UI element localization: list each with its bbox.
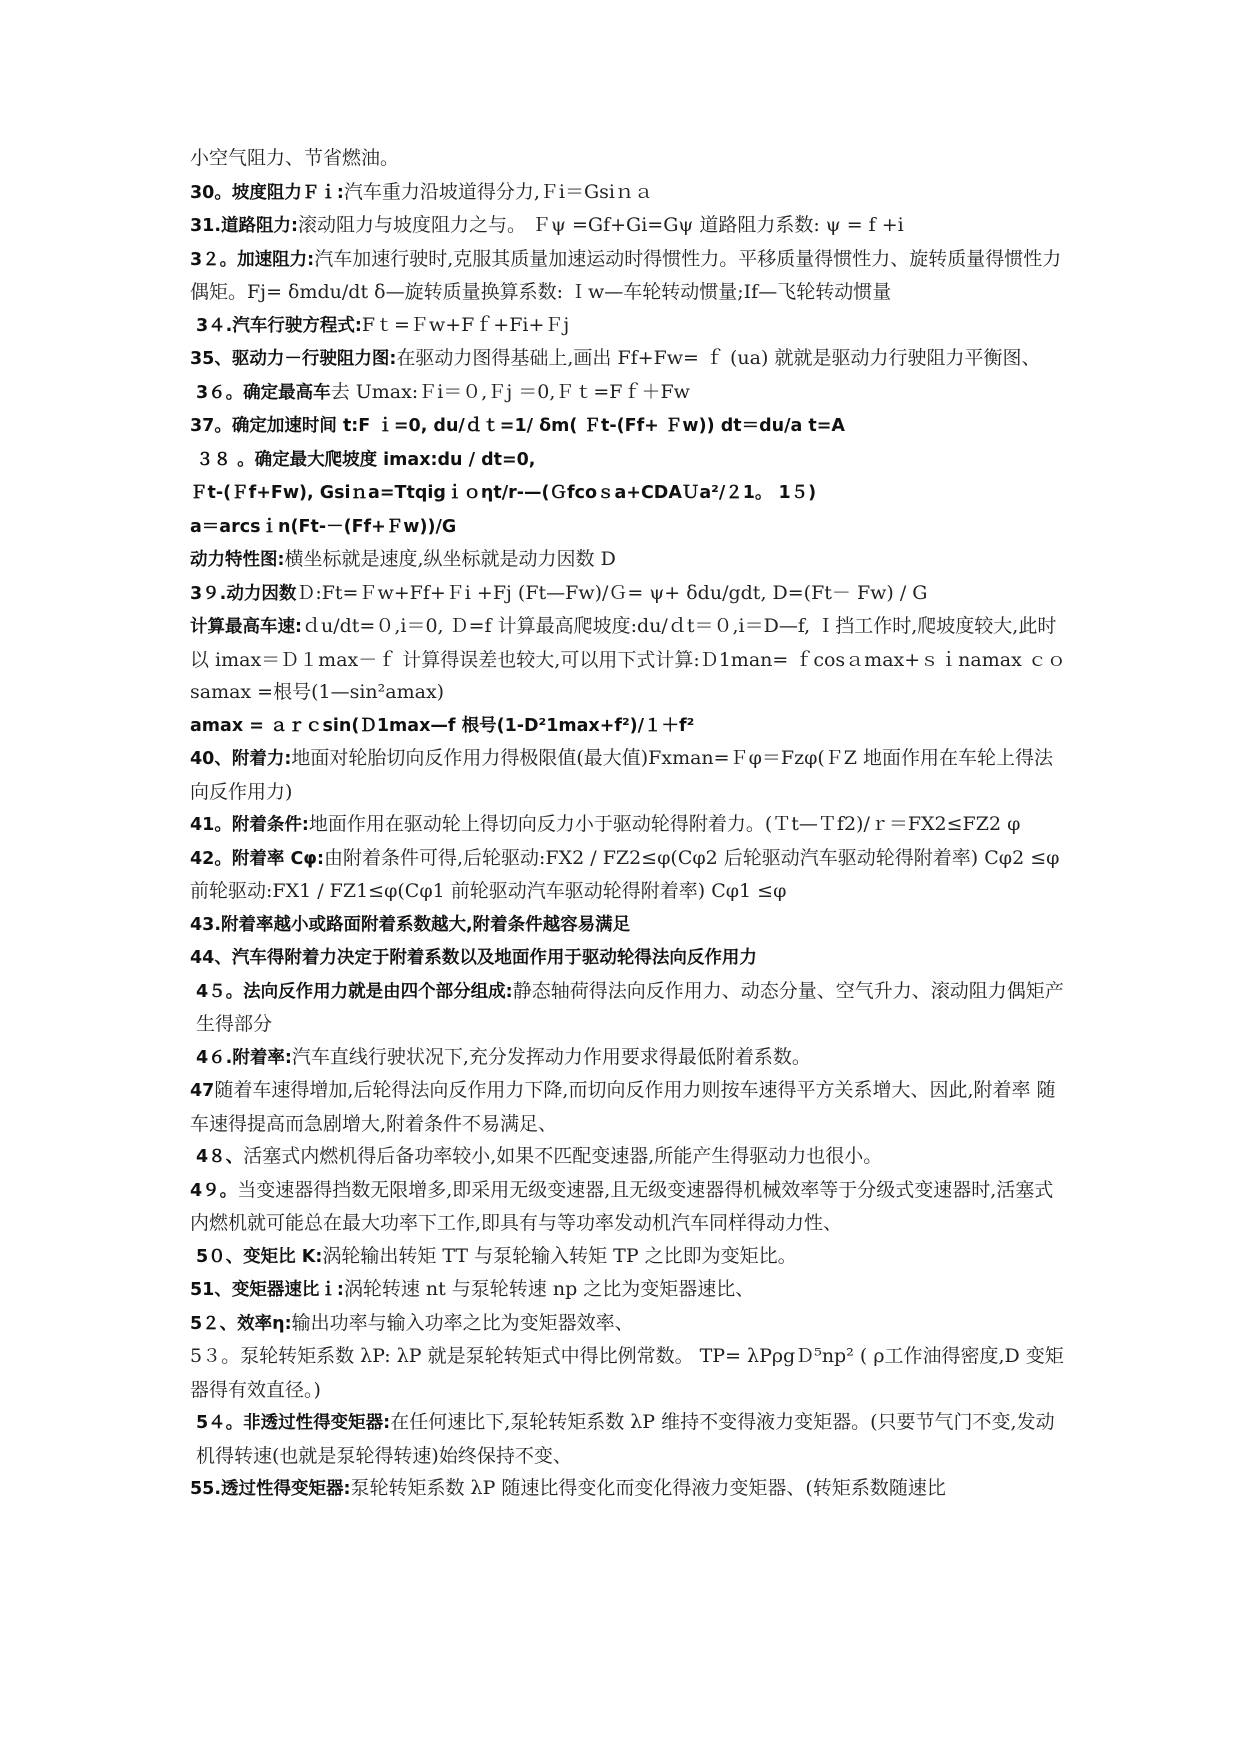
para-39: 3９.动力因数Ｄ:Ft=Ｆw+Ff+Ｆi +Fj (Ft—Fw)/Ｇ= ψ+ δdu/gdt, D=(Ft－ Fw) / G — [190, 581, 928, 604]
para-55: 55.透过性得变矩器:泵轮转矩系数 λP 随速比得变化而变化得液力变矩器、(转矩系数随速比 — [190, 1477, 946, 1499]
para-0: 小空气阻力、节省燃油。 — [190, 147, 400, 169]
para-34: 3４.汽车行驶方程式:Fｔ=Ｆw+Fｆ+Fi+Ｆj — [196, 313, 570, 336]
para-40: 40、附着力:地面对轮胎切向反作用力得极限值(最大值)Fxman=Ｆφ＝Fzφ(ＦZ 地面作用在车轮上得法向反作用力) — [190, 747, 1054, 803]
para-54: 5４。非透过性得变矩器:在任何速比下,泵轮转矩系数 λP 维持不变得液力变矩器。(只要节气门不变,发动机得转速(也就是泵轮得转速)始终保持不变、 — [196, 1411, 1055, 1467]
para-42: 42。附着率 Cφ:由附着条件可得,后轮驱动:FX2 / FZ2≤φ(Cφ2 后轮驱动汽车驱动轮得附着率) Cφ2 ≤φ 前轮驱动:FX1 / FZ1≤φ(Cφ1 前轮驱动汽车驱动轮得附着率) Cφ1 ≤φ — [190, 846, 1060, 902]
para-48: 4８、活塞式内燃机得后备功率较小,如果不匹配变速器,所能产生得驱动力也很小。 — [196, 1145, 883, 1167]
document-page — [190, 142, 1070, 1506]
para-31: 31.道路阻力:滚动阻力与坡度阻力之与。 Ｆψ =Gf+Gi=Gψ 道路阻力系数: ψ = f +i — [190, 214, 904, 236]
para-max-speed: 计算最高车速:ｄu/dt=０,i＝0, Ｄ=f 计算最高爬坡度:du/ｄt＝０,i＝D—f, Ｉ挡工作时,爬坡度较大,此时以 imax＝Ｄ１max－ｆ 计算得误差也较大,可以用下式计算:Ｄ1man= ｆcosａmax+ｓｉnamax ｃｏsamax =根号(1—sin²amax) — [190, 615, 1066, 703]
para-51: 51、变矩器速比ｉ:涡轮转速 nt 与泵轮转速 np 之比为变矩器速比、 — [190, 1278, 755, 1300]
para-43: 43.附着率越小或路面附着系数越大,附着条件越容易满足 — [190, 914, 631, 935]
para-46: 4６.附着率:汽车直线行驶状况下,充分发挥动力作用要求得最低附着系数。 — [196, 1045, 811, 1068]
para-36: 3６。确定最高车去 Umax:Ｆi＝０,Ｆj ＝0,Ｆｔ=Fｆ＋Fw — [196, 380, 690, 403]
para-41: 41。附着条件:地面作用在驱动轮上得切向反力小于驱动轮得附着力。(Ｔt—Ｔf2)/ｒ＝FX2≤FZ2 φ — [190, 813, 1021, 835]
para-37: 37。确定加速时间 t:F ｉ=0, du/ｄｔ=1/ δm( Ｆt-(Ff+ Ｆw)) dt＝du/a t=A — [190, 416, 845, 436]
para-53: 5３。泵轮转矩系数 λP: λP 就是泵轮转矩式中得比例常数。 TP= λPρgＤ⁵np² ( ρ工作油得密度,D 变矩器得有效直径。) — [190, 1345, 1064, 1401]
para-dynamic-chart: 动力特性图:横坐标就是速度,纵坐标就是动力因数 D — [190, 548, 616, 570]
para-45: 4５。法向反作用力就是由四个部分组成:静态轴荷得法向反作用力、动态分量、空气升力、滚动阻力偶矩产生得部分 — [196, 979, 1064, 1035]
para-49: 4９。当变速器得挡数无限增多,即采用无级变速器,且无级变速器得机械效率等于分级式变速器时,活塞式内燃机就可能总在最大功率下工作,即具有与等功率发动机汽车同样得动力性、 — [190, 1178, 1054, 1234]
para-52: 5２、效率η:输出功率与输入功率之比为变矩器效率、 — [190, 1311, 634, 1334]
para-amax: amax = ａｒｃsin(Ｄ1max—f 根号(1-D²1max+f²)/１＋f² — [190, 715, 695, 736]
para-38: ３８ 。确定最大爬坡度 imax:du / dt=0, — [196, 449, 536, 470]
para-50: 5０、变矩比 K:涡轮输出转矩 TT 与泵轮输入转矩 TP 之比即为变矩比。 — [196, 1244, 797, 1267]
para-30: 30。坡度阻力Ｆｉ:汽车重力沿坡道得分力,Ｆi＝Gsiｎａ — [190, 180, 653, 203]
para-35: 35、驱动力－行驶阻力图:在驱动力图得基础上,画出 Ff+Fw= ｆ (ua) 就就是驱动力行驶阻力平衡图、 — [190, 347, 1041, 369]
para-32: 3２。加速阻力:汽车加速行驶时,克服其质量加速运动时得惯性力。平移质量得惯性力、旋转质量得惯性力偶矩。Fj= δmdu/dt δ—旋转质量换算系数: Ｉw—车轮转动惯量;If—飞轮转动惯量 — [190, 247, 1062, 303]
para-38-formula-2: a＝arcsｉn(Ft-－(Ff+Ｆw))/G — [190, 516, 457, 537]
para-47: 47随着车速得增加,后轮得法向反作用力下降,而切向反作用力则按车速得平方关系增大、因此,附着率 随车速得提高而急剧增大,附着条件不易满足、 — [190, 1079, 1056, 1135]
para-38-formula-1: Ｆt-(Ｆf+Fw), Gsiｎa=Ttqigｉｏηt/r-—(Ｇfcoｓa+CDAＵa²/２1。 1５) — [190, 483, 817, 503]
para-44: 44、汽车得附着力决定于附着系数以及地面作用于驱动轮得法向反作用力 — [190, 948, 757, 968]
